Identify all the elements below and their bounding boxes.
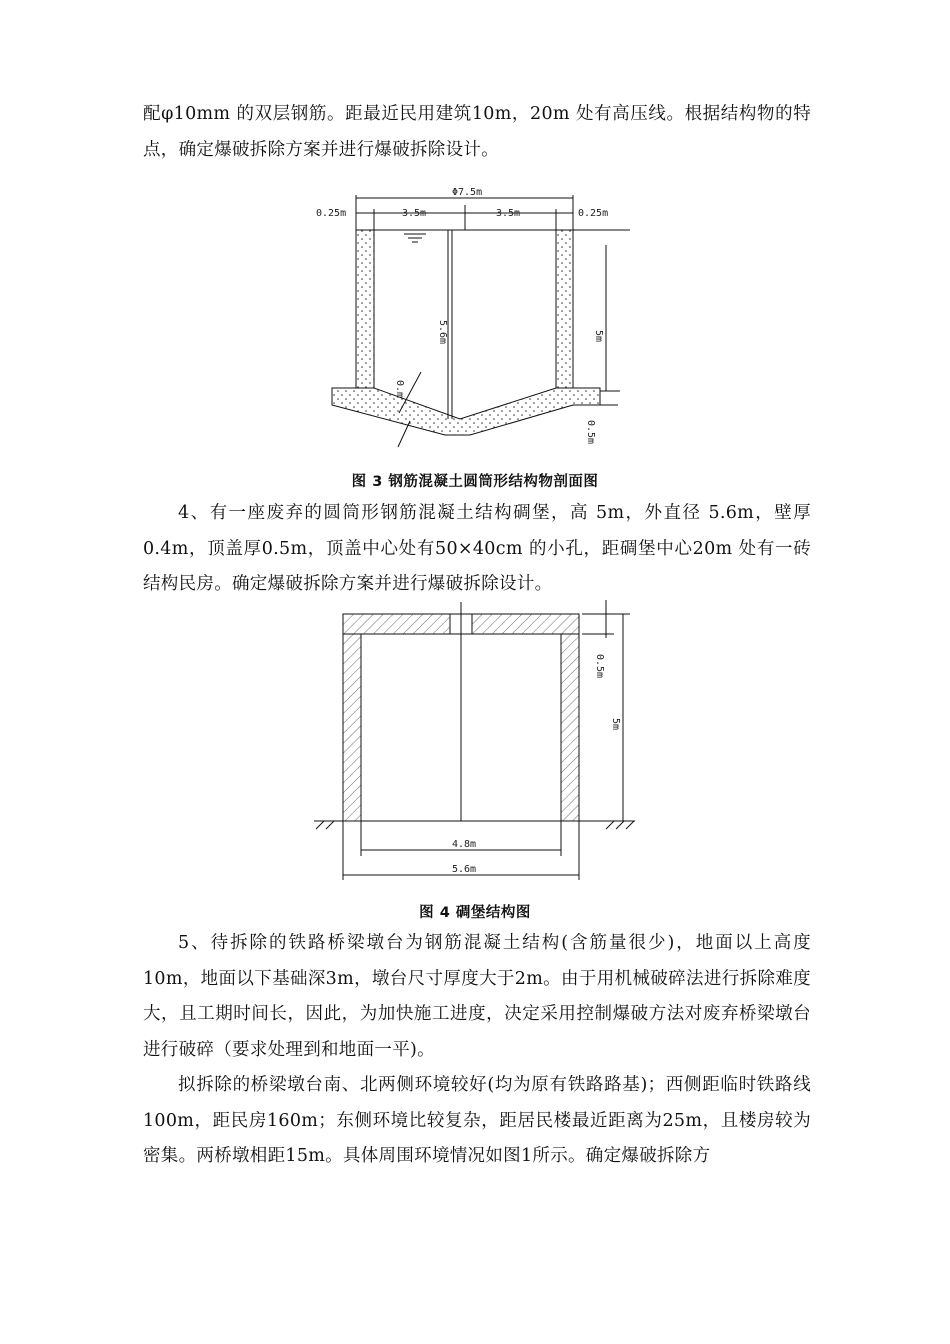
figure-4-caption: 图 4 碉堡结构图 [419,905,531,921]
paragraph-2: 4、有一座废弃的圆筒形钢筋混凝土结构碉堡，高 5m，外直径 5.6m，壁厚 0.4m，顶盖厚0.5m，顶盖中心处有50×40cm 的小孔，距碉堡中心20m 处有一砖结构民房。确定爆破拆除方案并进行爆破拆除设计。 [143,503,811,594]
fig4-inner-width-label: 4.8m [452,839,477,850]
fig3-right-half-label: 3.5m [496,208,521,219]
fig3-diameter-label: Φ7.5m [452,187,483,198]
fig3-left-wall-label: 0.25m [316,208,347,219]
fig3-right-wall-label: 0.25m [578,208,609,219]
paragraph-1: 配φ10mm 的双层钢筋。距最近民用建筑10m，20m 处有高压线。根据结构物的特点，确定爆破拆除方案并进行爆破拆除设计。 [143,104,811,160]
fig3-side-height-label: 5m [593,330,604,343]
fig3-center-height-label: 5.6m [437,320,448,345]
fig4-roof-thickness-label: 0.5m [594,654,605,679]
fig4-total-height-label: 5m [610,718,621,731]
paragraph-3: 5、待拆除的铁路桥梁墩台为钢筋混凝土结构(含筋量很少)，地面以上高度 10m，地面以下基础深3m，墩台尺寸厚度大于2m。由于用机械破碎法进行拆除难度大，且工期时间长，因此，为加快施工进度，决定采用控制爆破方法对废弃桥梁墩台进行破碎（要求处理到和地面一平)。 [143,933,811,1060]
paragraph-4: 拟拆除的桥梁墩台南、北两侧环境较好(均为原有铁路路基)；西侧距临时铁路线100m，距民房160m；东侧环境比较复杂，距居民楼最近距离为25m，且楼房较为密集。两桥墩相距15m。具体周围环境情况如图1所示。确定爆破拆除方 [143,1075,811,1166]
fig3-left-half-label: 3.5m [402,208,427,219]
fig3-bottom-thickness-label: 0.5m [585,420,596,445]
figure-4-bunker-structure [310,598,640,883]
figure-3-caption: 图 3 钢筋混凝土圆筒形结构物剖面图 [351,474,599,490]
fig4-outer-width-label: 5.6m [452,864,477,875]
figure-3-cross-section [300,185,640,450]
fig3-cone-label: 0.m [394,380,405,399]
